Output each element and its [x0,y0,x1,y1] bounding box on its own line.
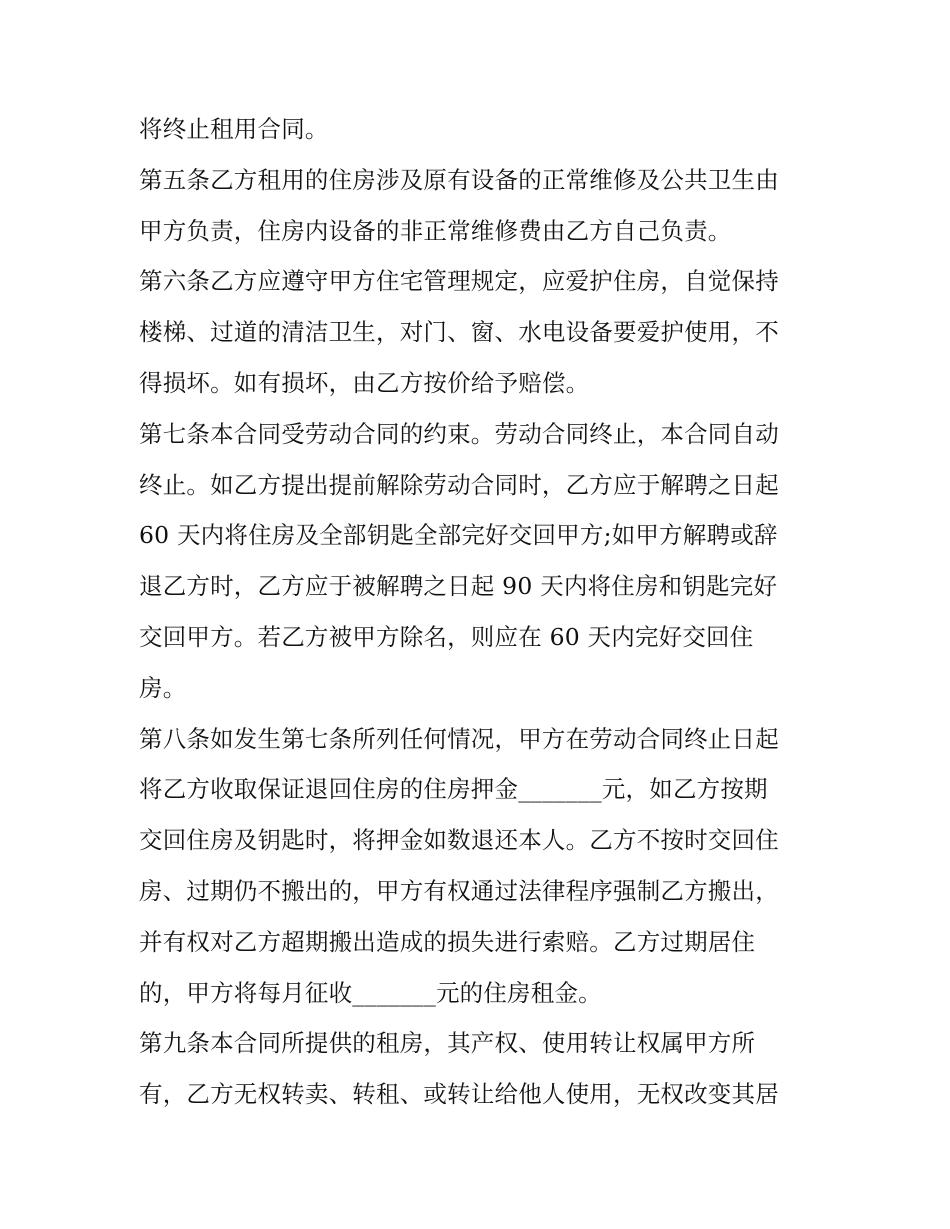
text-line: 房。 [139,673,187,702]
text-line: 的，甲方将每月征收_______元的住房租金。 [139,978,602,1007]
text-line: 得损坏。如有损坏，由乙方按价给予赔偿。 [139,368,590,397]
text-line: 60 天内将住房及全部钥匙全部完好交回甲方;如甲方解聘或辞 [139,521,778,550]
text-line: 第六条乙方应遵守甲方住宅管理规定，应爱护住房，自觉保持 [139,267,779,296]
text-line: 交回甲方。若乙方被甲方除名，则应在 60 天内完好交回住 [139,622,754,651]
text-line: 将终止租用合同。 [139,115,329,143]
text-line: 甲方负责，住房内设备的非正常维修费由乙方自己负责。 [139,216,732,245]
text-line: 第七条本合同受劳动合同的约束。劳动合同终止，本合同自动 [139,419,779,448]
text-line: 并有权对乙方超期搬出造成的损失进行索赔。乙方过期居住 [139,927,756,956]
text-line: 房、过期仍不搬出的，甲方有权通过法律程序强制乙方搬出， [139,876,779,905]
text-line: 退乙方时，乙方应于被解聘之日起 90 天内将住房和钥匙完好 [139,572,778,601]
text-line: 第五条乙方租用的住房涉及原有设备的正常维修及公共卫生由 [139,165,779,194]
text-line: 有，乙方无权转卖、转租、或转让给他人使用，无权改变其居 [139,1080,779,1109]
text-line: 第八条如发生第七条所列任何情况，甲方在劳动合同终止日起 [139,724,779,753]
text-line: 将乙方收取保证退回住房的住房押金_______元，如乙方按期 [139,775,768,804]
text-line: 楼梯、过道的清洁卫生，对门、窗、水电设备要爱护使用，不 [139,318,779,347]
document-body [139,104,829,1120]
text-line: 第九条本合同所提供的租房，其产权、使用转让权属甲方所 [139,1029,756,1058]
text-line: 交回住房及钥匙时，将押金如数退还本人。乙方不按时交回住 [139,826,779,855]
text-line: 终止。如乙方提出提前解除劳动合同时，乙方应于解聘之日起 [139,470,779,499]
